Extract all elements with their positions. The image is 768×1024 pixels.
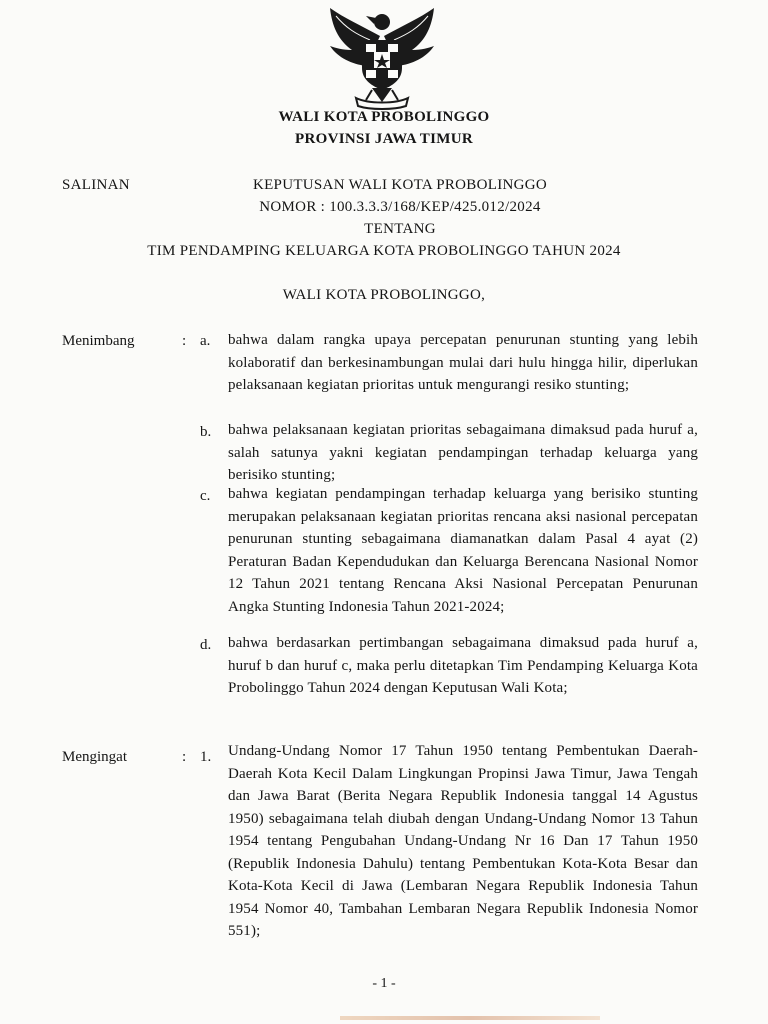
decree-subject: TIM PENDAMPING KELUARGA KOTA PROBOLINGGO TAHUN 2024 [147, 243, 621, 259]
decree-number: NOMOR : 100.3.3.3/168/KEP/425.012/2024 [259, 199, 541, 215]
menimbang-marker-d: d. [200, 637, 212, 653]
menimbang-item-d: bahwa berdasarkan pertimbangan sebagaimana dimaksud pada huruf a, huruf b dan huruf c, maka perlu ditetapkan Tim Pendamping Keluarga Kota Probolinggo Tahun 2024 dengan Keputusan Wali Kota; [228, 635, 698, 696]
mengingat-label: Mengingat [62, 749, 127, 765]
mengingat-colon: : [182, 749, 187, 765]
decree-title: KEPUTUSAN WALI KOTA PROBOLINGGO [252, 177, 548, 193]
copy-label: SALINAN [62, 177, 130, 193]
menimbang-marker-c: c. [200, 488, 211, 504]
menimbang-colon: : [182, 333, 187, 349]
menimbang-item-b: bahwa pelaksanaan kegiatan prioritas sebagaimana dimaksud pada huruf a, salah satunya yakni kegiatan pendampingan terhadap keluarga yang berisiko stunting; [228, 422, 698, 483]
mengingat-item-1: Undang-Undang Nomor 17 Tahun 1950 tentang Pembentukan Daerah-Daerah Kota Kecil Dalam Lingkungan Propinsi Jawa Timur, Jawa Tengah dan Jawa Barat (Berita Negara Republik Indonesia tanggal 14 Agustus 1950) sebagaimana telah diubah dengan Undang-Undang Nomor 13 Tahun 1954 tentang Pengubahan Undang-Undang Nr 16 Dan 17 Tahun 1950 (Republik Indonesia Dahulu) tentang Pembentukan Kota-Kota Besar dan Kota-Kota Kecil di Jawa (Lembaran Negara Republik Indonesia Tahun 1954 Nomor 40, Tambahan Lembaran Negara Republik Indonesia Nomor 551); [228, 743, 698, 939]
menimbang-marker-b: b. [200, 424, 212, 440]
issuer-province: PROVINSI JAWA TIMUR [295, 131, 473, 147]
decree-issuer: WALI KOTA PROBOLINGGO, [282, 287, 486, 303]
page-number: - 1 - [372, 976, 396, 991]
menimbang-marker-a: a. [200, 333, 211, 349]
decree-about: TENTANG [364, 221, 436, 237]
scan-artifact [340, 1016, 600, 1020]
mengingat-marker-1: 1. [200, 749, 212, 765]
menimbang-label: Menimbang [62, 333, 135, 349]
garuda-emblem-icon [322, 6, 442, 110]
issuer-title: WALI KOTA PROBOLINGGO [278, 109, 490, 125]
menimbang-item-a: bahwa dalam rangka upaya percepatan penurunan stunting yang lebih kolaboratif dan berkesinambungan mulai dari hulu hingga hilir, diperlukan pelaksanaan kegiatan prioritas untuk mengurangi resiko stunting; [228, 332, 698, 393]
menimbang-item-c: bahwa kegiatan pendampingan terhadap keluarga yang berisiko stunting merupakan pelaksanaan kegiatan prioritas rencana aksi nasional percepatan penurunan stunting sebagaimana diamanatkan dalam Pasal 4 ayat (2) Peraturan Badan Kependudukan dan Keluarga Berencana Nasional Nomor 12 Tahun 2021 tentang Rencana Aksi Nasional Percepatan Penurunan Angka Stunting Indonesia Tahun 2021-2024; [228, 486, 698, 615]
